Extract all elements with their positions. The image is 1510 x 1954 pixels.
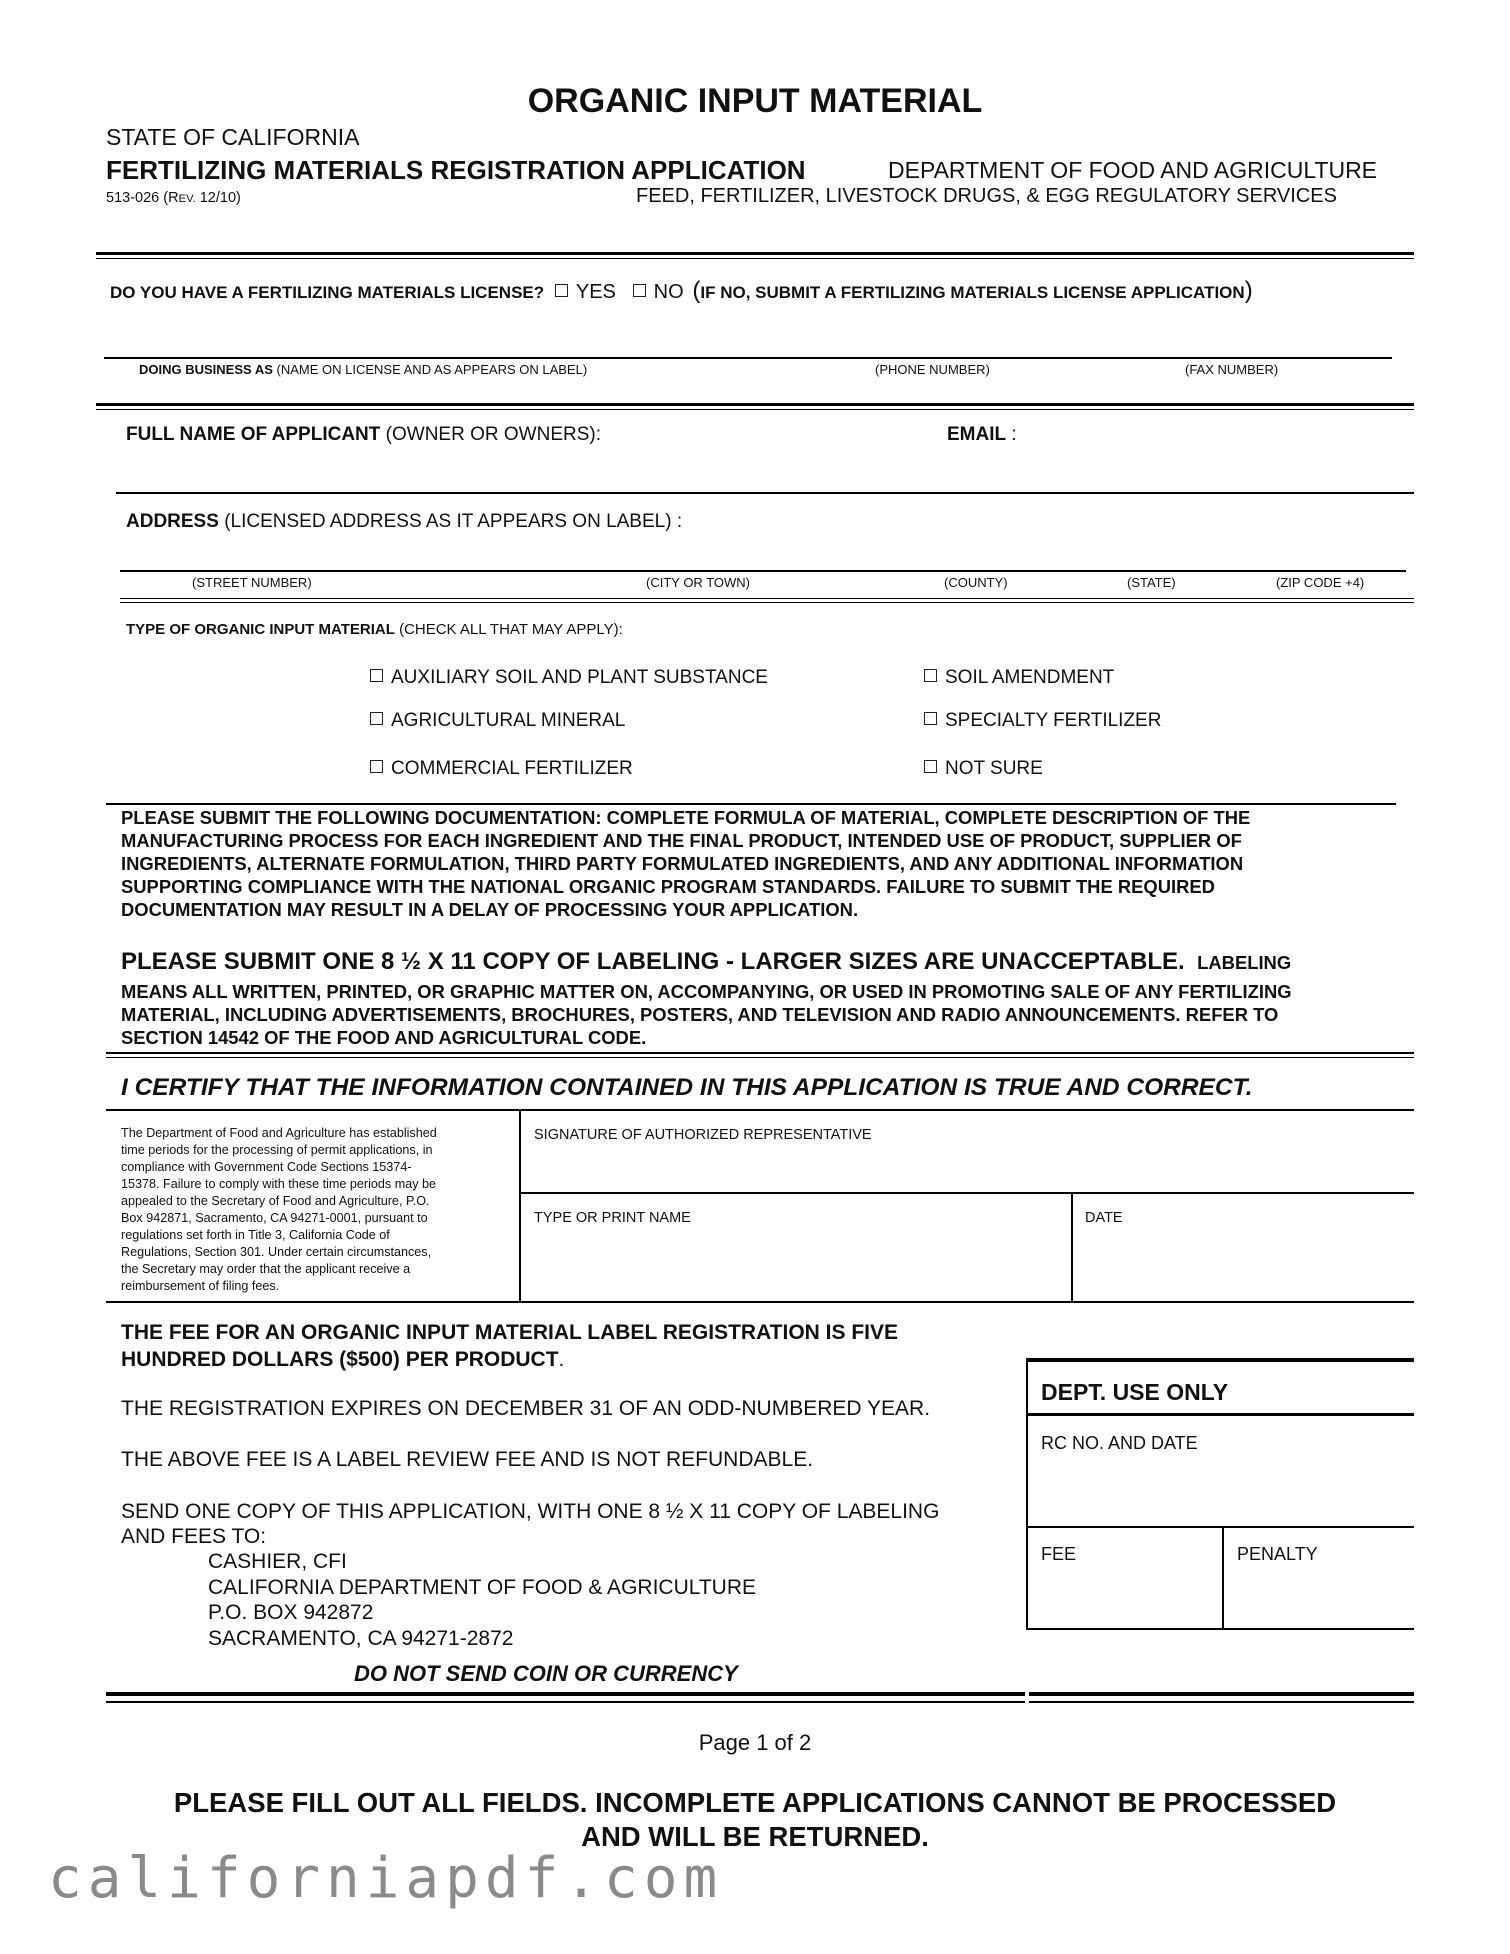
address-label: ADDRESS xyxy=(126,511,219,532)
divider xyxy=(106,1057,1414,1058)
divider xyxy=(96,409,1414,410)
print-name-label: TYPE OR PRINT NAME xyxy=(534,1210,691,1226)
labeling-headline-row xyxy=(121,948,1291,976)
labeling-definition xyxy=(121,980,1292,1049)
email-label-row xyxy=(947,424,1017,446)
applicant-name-label: FULL NAME OF APPLICANT xyxy=(126,424,381,445)
option-specialty-fertilizer[interactable] xyxy=(924,710,1161,732)
option-label: SOIL AMENDMENT xyxy=(945,667,1115,688)
labeling-headline: PLEASE SUBMIT ONE 8 ½ X 11 COPY OF LABELING - LARGER SIZES ARE UNACCEPTABLE. xyxy=(121,948,1185,975)
labeling-line: MATERIAL, INCLUDING ADVERTISEMENTS, BROCHURES, POSTERS, AND TELEVISION AND RADIO ANNOUNCEMENTS. REFER TO xyxy=(121,1004,1279,1025)
documentation-line: DOCUMENTATION MAY RESULT IN A DELAY OF PROCESSING YOUR APPLICATION. xyxy=(121,899,859,920)
fee-line-period: . xyxy=(558,1348,565,1371)
option-label: AUXILIARY SOIL AND PLANT SUBSTANCE xyxy=(391,667,768,688)
option-agricultural-mineral[interactable] xyxy=(370,710,625,732)
warning-line: PLEASE FILL OUT ALL FIELDS. INCOMPLETE APPLICATIONS CANNOT BE PROCESSED xyxy=(173,1787,1337,1818)
no-cash-warning: DO NOT SEND COIN OR CURRENCY xyxy=(354,1661,738,1686)
penalty-label: PENALTY xyxy=(1237,1544,1318,1564)
divider xyxy=(1027,1526,1414,1528)
checkbox-icon[interactable] xyxy=(370,669,383,682)
divider xyxy=(106,1701,1025,1703)
email-label: EMAIL xyxy=(947,424,1007,445)
labeling-line: MEANS ALL WRITTEN, PRINTED, OR GRAPHIC MATTER ON, ACCOMPANYING, OR USED IN PROMOTING SALE OF ANY FERTILIZING xyxy=(121,981,1292,1002)
mailing-address xyxy=(208,1549,756,1651)
phone-label: (PHONE NUMBER) xyxy=(875,362,990,377)
checkbox-icon[interactable] xyxy=(370,760,383,773)
license-note: IF NO, SUBMIT A FERTILIZING MATERIALS LICENSE APPLICATION xyxy=(700,283,1245,302)
labeling-line: SECTION 14542 OF THE FOOD AND AGRICULTURAL CODE. xyxy=(121,1027,647,1048)
notice-line: reimbursement of filing fees. xyxy=(121,1279,280,1293)
state-field-label: (STATE) xyxy=(1127,575,1176,590)
street-label: (STREET NUMBER) xyxy=(192,575,312,590)
option-auxiliary-soil[interactable] xyxy=(370,667,768,689)
documentation-line: PLEASE SUBMIT THE FOLLOWING DOCUMENTATION: COMPLETE FORMULA OF MATERIAL, COMPLETE DESCRIPTION OF THE xyxy=(121,807,1251,828)
fax-label: (FAX NUMBER) xyxy=(1185,362,1279,377)
checkbox-icon[interactable] xyxy=(555,284,568,297)
dba-label-row xyxy=(139,362,587,377)
date-field[interactable] xyxy=(1073,1228,1413,1300)
signature-label: SIGNATURE OF AUTHORIZED REPRESENTATIVE xyxy=(534,1127,872,1143)
date-label: DATE xyxy=(1085,1210,1123,1226)
signature-field[interactable] xyxy=(521,1143,1067,1191)
send-line: SEND ONE COPY OF THIS APPLICATION, WITH ONE 8 ½ X 11 COPY OF LABELING xyxy=(121,1500,940,1523)
documentation-line: SUPPORTING COMPLIANCE WITH THE NATIONAL ORGANIC PROGRAM STANDARDS. FAILURE TO SUBMIT THE REQUIRED xyxy=(121,876,1215,897)
send-instructions xyxy=(121,1499,939,1549)
divider xyxy=(106,1052,1414,1054)
option-commercial-fertilizer[interactable] xyxy=(370,758,633,780)
dba-field-line[interactable] xyxy=(104,357,1392,359)
notice-line: Regulations, Section 301. Under certain circumstances, xyxy=(121,1245,432,1259)
rc-label: RC NO. AND DATE xyxy=(1041,1433,1198,1453)
applicant-name-note: (OWNER OR OWNERS): xyxy=(385,424,601,445)
watermark: californiapdf.com xyxy=(48,1846,724,1911)
divider xyxy=(120,602,1414,603)
material-type-note: (CHECK ALL THAT MAY APPLY): xyxy=(399,621,623,638)
department-name: DEPARTMENT OF FOOD AND AGRICULTURE xyxy=(888,157,1378,183)
divider xyxy=(1027,1628,1414,1630)
divider xyxy=(106,1692,1025,1696)
applicant-name-label-row xyxy=(126,424,601,446)
notice-line: Box 942871, Sacramento, CA 94271-0001, pursuant to xyxy=(121,1211,428,1225)
divider xyxy=(1027,1413,1414,1416)
option-label: SPECIALTY FERTILIZER xyxy=(945,710,1162,731)
labeling-word: LABELING xyxy=(1197,952,1292,973)
divider xyxy=(96,403,1414,406)
notice-line: time periods for the processing of permit applications, in xyxy=(121,1143,433,1157)
page-number: Page 1 of 2 xyxy=(698,1730,812,1755)
license-no-option[interactable] xyxy=(633,283,684,302)
documentation-text xyxy=(121,806,1250,921)
applicant-field-line[interactable] xyxy=(116,492,1414,494)
expiration-note: THE REGISTRATION EXPIRES ON DECEMBER 31 OF AN ODD-NUMBERED YEAR. xyxy=(121,1397,931,1420)
notice-line: regulations set forth in Title 3, California Code of xyxy=(121,1228,390,1242)
print-name-field[interactable] xyxy=(521,1228,1069,1300)
form-number: 513-026 (REV. 12/10) xyxy=(106,190,241,206)
form-name: FERTILIZING MATERIALS REGISTRATION APPLICATION xyxy=(106,155,806,185)
address-line: SACRAMENTO, CA 94271-2872 xyxy=(208,1626,514,1650)
address-label-row xyxy=(126,511,682,533)
divider xyxy=(1026,1358,1028,1630)
city-label: (CITY OR TOWN) xyxy=(646,575,750,590)
material-type-label: TYPE OF ORGANIC INPUT MATERIAL xyxy=(126,621,395,638)
license-yes-option[interactable] xyxy=(555,283,616,302)
address-line: CASHIER, CFI xyxy=(208,1550,347,1573)
option-not-sure[interactable] xyxy=(924,758,1043,780)
fee-line: HUNDRED DOLLARS ($500) PER PRODUCT xyxy=(121,1348,559,1371)
divider xyxy=(96,252,1414,255)
license-question-row: DO YOU HAVE A FERTILIZING MATERIALS LICENSE? YES NO (IF NO, SUBMIT A FERTILIZING MATERIALS LICENSE APPLICATION) xyxy=(110,277,1253,304)
divider xyxy=(96,258,1414,259)
checkbox-icon[interactable] xyxy=(924,712,937,725)
address-line: P.O. BOX 942872 xyxy=(208,1601,374,1624)
material-type-label-row xyxy=(126,621,623,638)
division-name: FEED, FERTILIZER, LIVESTOCK DRUGS, & EGG REGULATORY SERVICES xyxy=(636,185,1337,207)
fee-statement xyxy=(121,1319,898,1373)
completion-warning xyxy=(0,1786,1510,1854)
fee-line: THE FEE FOR AN ORGANIC INPUT MATERIAL LABEL REGISTRATION IS FIVE xyxy=(121,1321,899,1344)
option-label: AGRICULTURAL MINERAL xyxy=(391,710,626,731)
divider xyxy=(1029,1692,1414,1696)
divider xyxy=(1029,1701,1414,1703)
no-label: NO xyxy=(653,281,684,303)
dba-label: DOING BUSINESS AS xyxy=(139,362,273,377)
documentation-line: INGREDIENTS, ALTERNATE FORMULATION, THIRD PARTY FORMULATED INGREDIENTS, AND ANY ADDITIONAL INFORMATION xyxy=(121,853,1244,874)
refund-note: THE ABOVE FEE IS A LABEL REVIEW FEE AND IS NOT REFUNDABLE. xyxy=(121,1448,814,1471)
zip-label: (ZIP CODE +4) xyxy=(1276,575,1365,590)
notice-line: appealed to the Secretary of Food and Agriculture, P.O. xyxy=(121,1194,430,1208)
checkbox-icon[interactable] xyxy=(633,284,646,297)
notice-line: compliance with Government Code Sections 15374- xyxy=(121,1160,412,1174)
dba-note: (NAME ON LICENSE AND AS APPEARS ON LABEL) xyxy=(276,362,588,377)
notice-line: 15378. Failure to comply with these time periods may be xyxy=(121,1177,436,1191)
checkbox-icon[interactable] xyxy=(370,712,383,725)
license-question: DO YOU HAVE A FERTILIZING MATERIALS LICENSE? xyxy=(110,283,545,302)
address-line: CALIFORNIA DEPARTMENT OF FOOD & AGRICULTURE xyxy=(208,1575,757,1599)
form-title: ORGANIC INPUT MATERIAL xyxy=(527,82,983,120)
notice-line: The Department of Food and Agriculture has established xyxy=(121,1126,437,1140)
warning-line: AND WILL BE RETURNED. xyxy=(581,1821,929,1852)
state-label: STATE OF CALIFORNIA xyxy=(106,124,360,150)
email-colon: : xyxy=(1011,424,1017,445)
divider xyxy=(120,598,1414,599)
yes-label: YES xyxy=(575,281,616,303)
dept-use-title: DEPT. USE ONLY xyxy=(1041,1379,1229,1405)
divider xyxy=(106,803,1396,805)
divider xyxy=(1026,1358,1414,1362)
certify-statement: I CERTIFY THAT THE INFORMATION CONTAINED IN THIS APPLICATION IS TRUE AND CORRECT. xyxy=(121,1074,1253,1101)
checkbox-icon[interactable] xyxy=(924,760,937,773)
fee-label: FEE xyxy=(1041,1544,1077,1564)
county-label: (COUNTY) xyxy=(944,575,1008,590)
address-field-line[interactable] xyxy=(120,570,1406,572)
documentation-line: MANUFACTURING PROCESS FOR EACH INGREDIENT AND THE FINAL PRODUCT, INTENDED USE OF PRODUCT, SUPPLIER OF xyxy=(121,830,1242,851)
divider xyxy=(520,1192,1414,1194)
divider xyxy=(1222,1527,1224,1630)
option-label: COMMERCIAL FERTILIZER xyxy=(391,758,633,779)
divider xyxy=(106,1109,1414,1111)
address-note: (LICENSED ADDRESS AS IT APPEARS ON LABEL) : xyxy=(224,511,683,532)
option-label: NOT SURE xyxy=(945,758,1043,779)
processing-notice xyxy=(121,1125,437,1295)
divider xyxy=(106,1301,1414,1303)
option-soil-amendment[interactable] xyxy=(924,667,1114,689)
notice-line: the Secretary may order that the applicant receive a xyxy=(121,1262,411,1276)
checkbox-icon[interactable] xyxy=(924,669,937,682)
send-line: AND FEES TO: xyxy=(121,1525,267,1548)
